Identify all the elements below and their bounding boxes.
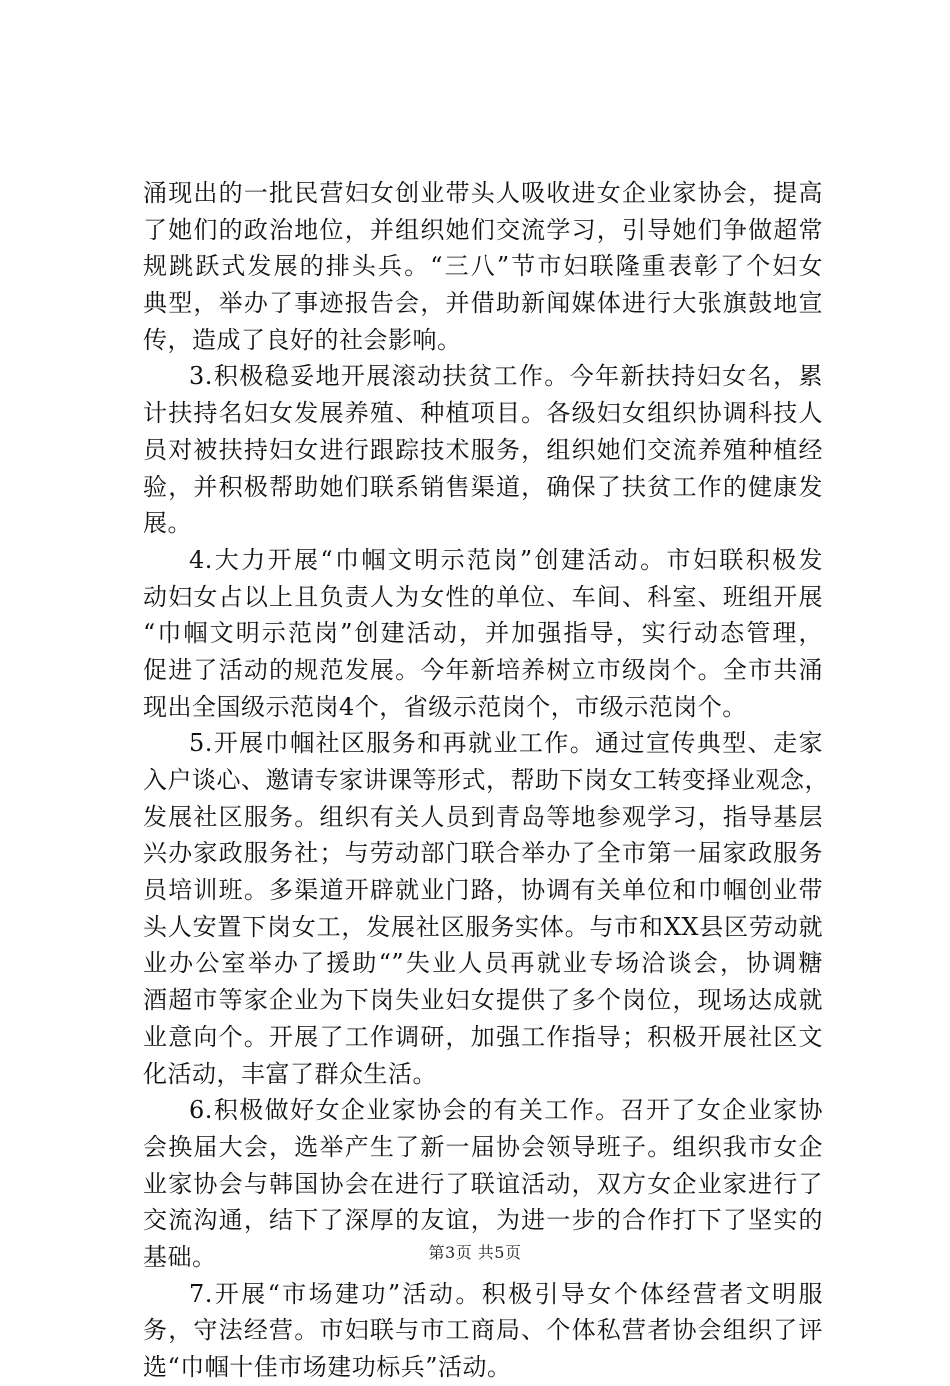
- paragraph-first-line: 7.开展“市场建功”活动。积极引导女个体经营者文明服: [189, 1279, 823, 1308]
- paragraph-first-line: 5.开展巾帼社区服务和再就业工作。通过宣传典型、走家: [189, 729, 823, 758]
- text-line: 涌现出的一批民营妇女创业带头人吸收进女企业家协会，提高: [143, 179, 823, 207]
- text-line: 员对被扶持妇女进行跟踪技术服务，组织她们交流养殖种植经: [143, 435, 823, 464]
- text-line: 酒超市等家企业为下岗失业妇女提供了多个岗位，现场达成就: [143, 986, 823, 1015]
- text-line: 展。: [143, 509, 192, 538]
- text-line: 基础。: [143, 1242, 217, 1271]
- paragraph-first-line: 4.大力开展“巾帼文明示范岗”创建活动。市妇联积极发: [189, 545, 823, 574]
- text-line: 会换届大会，选举产生了新一届协会领导班子。组织我市女企: [143, 1132, 823, 1161]
- text-line: 交流沟通，结下了深厚的友谊，为进一步的合作打下了坚实的: [143, 1206, 823, 1235]
- text-line: 务，守法经营。市妇联与市工商局、个体私营者协会组织了评: [143, 1316, 823, 1345]
- text-line: 促进了活动的规范发展。今年新培养树立市级岗个。全市共涌: [143, 655, 823, 684]
- text-line: 动妇女占以上且负责人为女性的单位、车间、科室、班组开展: [143, 582, 823, 611]
- paragraph-first-line: 6.积极做好女企业家协会的有关工作。召开了女企业家协: [189, 1096, 823, 1125]
- text-line: 选“巾帼十佳市场建功标兵”活动。: [143, 1353, 512, 1381]
- page-footer: 第3页 共5页: [428, 1243, 522, 1262]
- text-line: 化活动，丰富了群众生活。: [143, 1059, 437, 1088]
- text-line: 计扶持名妇女发展养殖、种植项目。各级妇女组织协调科技人: [143, 399, 823, 428]
- text-line: 传，造成了良好的社会影响。: [143, 325, 462, 354]
- text-line: 入户谈心、邀请专家讲课等形式，帮助下岗女工转变择业观念，: [143, 766, 829, 794]
- text-line: 兴办家政服务社；与劳动部门联合举办了全市第一届家政服务: [143, 839, 823, 868]
- text-line: 员培训班。多渠道开辟就业门路，协调有关单位和巾帼创业带: [143, 876, 823, 905]
- paragraph-first-line: 3.积极稳妥地开展滚动扶贫工作。今年新扶持妇女名，累: [189, 362, 823, 391]
- text-line: 发展社区服务。组织有关人员到青岛等地参观学习，指导基层: [143, 802, 823, 831]
- text-line: 典型，举办了事迹报告会，并借助新闻媒体进行大张旗鼓地宣: [143, 289, 823, 318]
- text-line: 现出全国级示范岗4个，省级示范岗个，市级示范岗个。: [143, 692, 747, 721]
- text-line: 规跳跃式发展的排头兵。“三八”节市妇联隆重表彰了个妇女: [143, 252, 823, 281]
- text-line: 验，并积极帮助她们联系销售渠道，确保了扶贫工作的健康发: [143, 472, 823, 501]
- text-line: 业家协会与韩国协会在进行了联谊活动，双方女企业家进行了: [143, 1169, 823, 1198]
- text-line: 头人安置下岗女工，发展社区服务实体。与市和XX县区劳动就: [143, 912, 823, 941]
- text-line: “巾帼文明示范岗”创建活动，并加强指导，实行动态管理，: [143, 619, 823, 648]
- text-line: 了她们的政治地位，并组织她们交流学习，引导她们争做超常: [143, 215, 823, 244]
- text-line: 业办公室举办了援助“”失业人员再就业专场洽谈会，协调糖: [143, 949, 823, 978]
- document-body: [143, 175, 829, 1386]
- text-line: 业意向个。开展了工作调研，加强工作指导；积极开展社区文: [143, 1022, 823, 1051]
